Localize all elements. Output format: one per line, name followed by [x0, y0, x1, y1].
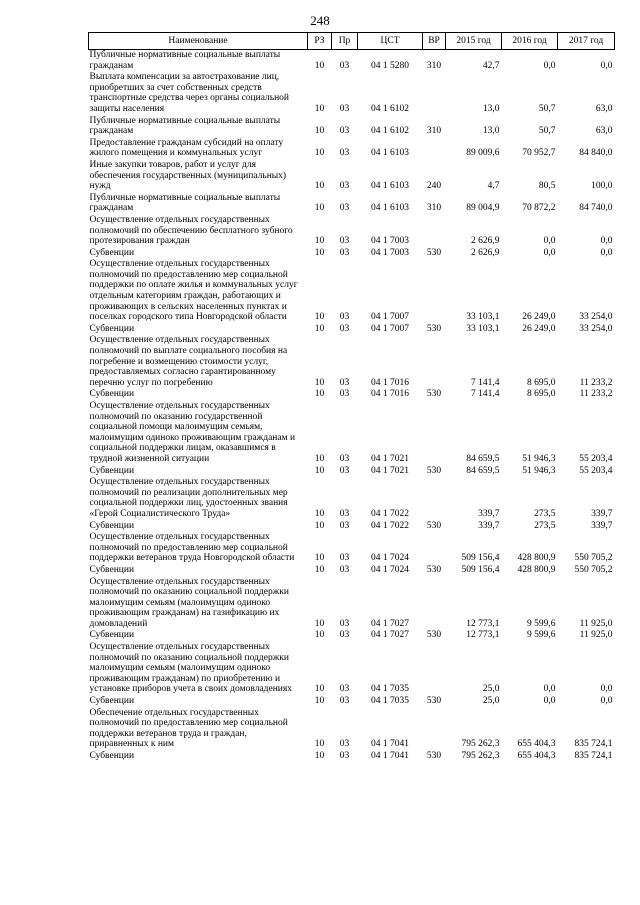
row-vr: 310 [426, 203, 442, 214]
column-header-2017: 2017 год [558, 33, 615, 50]
row-name: Осуществление отдельных государственных полномочий по предоставлению мер социальной поддержки ветеранов труда Новгородской области [89, 532, 295, 564]
row-cst: 04 1 6103 [371, 148, 409, 159]
row-rz: 10 [314, 751, 325, 761]
column-header-2016: 2016 год [502, 33, 558, 50]
row-pr: 03 [339, 148, 350, 159]
row-pr: 03 [339, 236, 350, 247]
row-pr: 03 [339, 564, 350, 575]
table-row [89, 50, 615, 73]
row-vr: 240 [426, 181, 442, 192]
row-pr: 03 [339, 630, 350, 641]
row-cst: 04 1 6103 [371, 203, 409, 214]
row-vr [423, 477, 446, 520]
row-cst: 04 1 7024 [371, 564, 409, 575]
row-cst: 04 1 6102 [371, 103, 409, 114]
row-value-2017: 0,0 [600, 696, 613, 707]
row-value-2016: 26 249,0 [522, 323, 556, 334]
row-name: Осуществление отдельных государственных полномочий по оказанию государственной социальной помощи малоимущим семьям, малоимущим одиноко проживающим гражданам и социальной поддержки лицам, оказавшимся в трудной жизненной ситуации [89, 401, 296, 464]
row-cst: 04 1 7027 [371, 618, 409, 629]
row-name: Субвенции [89, 323, 135, 334]
row-vr: 530 [426, 751, 442, 761]
column-header-cst: ЦСТ [358, 33, 423, 50]
row-value-2017: 84 840,0 [579, 148, 613, 159]
row-cst: 04 1 7035 [371, 684, 409, 695]
row-rz: 10 [314, 739, 325, 750]
row-cst: 04 1 7041 [371, 751, 409, 761]
row-vr [423, 335, 446, 389]
row-value-2016: 0,0 [543, 684, 556, 695]
row-vr [423, 138, 446, 160]
row-pr: 03 [339, 103, 350, 114]
row-rz: 10 [314, 564, 325, 575]
row-value-2016: 0,0 [543, 247, 556, 258]
row-value-2015: 795 262,3 [461, 739, 500, 750]
row-value-2015: 4,7 [487, 181, 500, 192]
column-header-2015: 2015 год [446, 33, 502, 50]
row-vr: 530 [426, 389, 442, 400]
row-pr: 03 [339, 684, 350, 695]
row-cst: 04 1 6103 [371, 181, 409, 192]
row-value-2017: 84 740,0 [579, 203, 613, 214]
row-value-2015: 339,7 [478, 508, 500, 519]
row-vr: 530 [426, 323, 442, 334]
row-cst: 04 1 7027 [371, 630, 409, 641]
row-value-2016: 9 599,6 [527, 618, 556, 629]
row-pr: 03 [339, 453, 350, 464]
row-rz: 10 [314, 553, 325, 564]
row-value-2017: 550 705,2 [574, 553, 613, 564]
row-name: Обеспечение отдельных государственных полномочий по предоставлению мер социальной поддержки ветеранов труда и граждан, приравненных к ним [89, 707, 288, 750]
row-value-2015: 89 004,9 [466, 203, 500, 214]
row-value-2017: 63,0 [595, 126, 613, 137]
row-rz: 10 [314, 323, 325, 334]
row-name: Субвенции [89, 564, 135, 575]
table-row [89, 565, 615, 577]
row-value-2017: 835 724,1 [574, 751, 613, 761]
row-name: Выплата компенсации за автострахование лиц, приобретших за счет собственных средств транспортные средства через органы социальной защиты населения [89, 72, 289, 114]
row-cst: 04 1 5280 [371, 60, 409, 71]
row-value-2016: 8 695,0 [527, 377, 556, 388]
row-value-2017: 100,0 [591, 181, 613, 192]
row-pr: 03 [339, 181, 350, 192]
row-vr [423, 259, 446, 324]
row-value-2015: 7 141,4 [471, 377, 500, 388]
row-value-2017: 55 203,4 [579, 453, 613, 464]
row-value-2015: 2 626,9 [471, 236, 500, 247]
row-value-2017: 835 724,1 [574, 739, 613, 750]
row-name: Публичные нормативные социальные выплаты гражданам [89, 115, 281, 137]
row-name: Осуществление отдельных государственных полномочий по оказанию социальной поддержки малоимущим семьям (малоимущим одиноко проживающим гражданам) по приобретению и установке приборов учета в своих домовладениях [89, 642, 292, 695]
row-vr [423, 642, 446, 696]
table-header [89, 33, 615, 50]
row-value-2017: 0,0 [600, 247, 613, 258]
row-value-2016: 70 872,2 [522, 203, 556, 214]
row-value-2016: 273,5 [534, 520, 556, 531]
row-vr: 530 [426, 465, 442, 476]
row-rz: 10 [314, 630, 325, 641]
row-name: Осуществление отдельных государственных полномочий по выплате социального пособия на погребение и возмещению стоимости услуг, предоставляемых согласно гарантированному перечню услуг по погребению [89, 335, 288, 388]
row-cst: 04 1 7016 [371, 389, 409, 400]
row-name: Осуществление отдельных государственных полномочий по предоставлению мер социальной поддержки по оплате жилья и коммунальных услуг отдельным категориям граждан, работающих и проживающих в сельских населенных пунктах и поселках городского типа Новгородской области [89, 259, 298, 323]
row-value-2017: 11 233,2 [579, 389, 613, 400]
row-value-2015: 13,0 [482, 126, 500, 137]
row-pr: 03 [339, 618, 350, 629]
row-cst: 04 1 7021 [371, 453, 409, 464]
row-value-2017: 11 925,0 [579, 618, 613, 629]
row-value-2016: 50,7 [538, 103, 556, 114]
row-value-2016: 51 946,3 [522, 465, 556, 476]
table-row [89, 116, 615, 138]
row-vr: 530 [426, 696, 442, 707]
row-vr: 530 [426, 564, 442, 575]
table-row [89, 708, 615, 751]
row-vr: 530 [426, 520, 442, 531]
row-vr [423, 577, 446, 631]
row-value-2016: 273,5 [534, 508, 556, 519]
row-rz: 10 [314, 60, 325, 71]
row-pr: 03 [339, 203, 350, 214]
page-number: 248 [310, 13, 330, 28]
row-pr: 03 [339, 377, 350, 388]
row-vr [423, 708, 446, 751]
row-cst: 04 1 7022 [371, 508, 409, 519]
row-value-2016: 428 800,9 [517, 553, 556, 564]
row-value-2015: 7 141,4 [471, 389, 500, 400]
row-value-2017: 339,7 [591, 508, 613, 519]
column-header-pr: Пр [332, 33, 358, 50]
row-cst: 04 1 7003 [371, 236, 409, 247]
row-name: Субвенции [89, 520, 135, 531]
row-cst: 04 1 7007 [371, 312, 409, 323]
row-value-2015: 13,0 [482, 103, 500, 114]
table-row [89, 642, 615, 696]
row-pr: 03 [339, 739, 350, 750]
table-row [89, 401, 615, 466]
row-value-2017: 63,0 [595, 103, 613, 114]
row-name: Осуществление отдельных государственных полномочий по обеспечению бесплатного зубного протезирования граждан [89, 214, 293, 247]
row-rz: 10 [314, 377, 325, 388]
row-rz: 10 [314, 684, 325, 695]
row-name: Осуществление отдельных государственных полномочий по оказанию социальной поддержки малоимущим семьям (малоимущим одиноко проживающим гражданам) на газификацию их домовладений [89, 576, 289, 629]
table-row [89, 696, 615, 708]
row-name: Публичные нормативные социальные выплаты гражданам [89, 192, 281, 214]
row-vr: 530 [426, 247, 442, 258]
row-pr: 03 [339, 126, 350, 137]
table-row [89, 335, 615, 389]
row-rz: 10 [314, 203, 325, 214]
row-value-2016: 655 404,3 [517, 751, 556, 761]
row-value-2017: 11 925,0 [579, 630, 613, 641]
row-value-2015: 509 156,4 [461, 553, 500, 564]
row-rz: 10 [314, 247, 325, 258]
row-cst: 04 1 7003 [371, 247, 409, 258]
row-name: Субвенции [89, 696, 135, 707]
table-row [89, 193, 615, 215]
row-rz: 10 [314, 148, 325, 159]
table-row [89, 389, 615, 401]
table-row [89, 477, 615, 520]
row-pr: 03 [339, 247, 350, 258]
row-name: Субвенции [89, 389, 135, 400]
row-value-2017: 55 203,4 [579, 465, 613, 476]
row-value-2015: 2 626,9 [471, 247, 500, 258]
row-value-2015: 12 773,1 [466, 630, 500, 641]
row-pr: 03 [339, 553, 350, 564]
row-rz: 10 [314, 618, 325, 629]
row-rz: 10 [314, 508, 325, 519]
row-name: Субвенции [89, 751, 135, 761]
table-row [89, 466, 615, 478]
table-row [89, 259, 615, 324]
row-rz: 10 [314, 312, 325, 323]
row-value-2015: 25,0 [482, 696, 500, 707]
table-row [89, 72, 615, 115]
row-cst: 04 1 6102 [371, 126, 409, 137]
row-rz: 10 [314, 181, 325, 192]
row-name: Предоставление гражданам субсидий на оплату жилого помещения и коммунальных услуг [89, 137, 284, 159]
table-row [89, 160, 615, 193]
row-value-2017: 0,0 [600, 684, 613, 695]
row-pr: 03 [339, 751, 350, 761]
row-value-2015: 33 103,1 [466, 323, 500, 334]
row-value-2015: 84 659,5 [466, 453, 500, 464]
column-header-vr: ВР [423, 33, 446, 50]
table-row [89, 324, 615, 336]
row-value-2016: 0,0 [543, 236, 556, 247]
row-rz: 10 [314, 520, 325, 531]
row-name: Иные закупки товаров, работ и услуг для обеспечения государственных (муниципальных) нужд [89, 159, 287, 192]
row-value-2015: 84 659,5 [466, 465, 500, 476]
row-name: Субвенции [89, 630, 135, 641]
row-value-2016: 70 952,7 [522, 148, 556, 159]
row-cst: 04 1 7022 [371, 520, 409, 531]
row-cst: 04 1 7024 [371, 553, 409, 564]
row-cst: 04 1 7041 [371, 739, 409, 750]
row-vr [423, 215, 446, 248]
table-row [89, 751, 615, 763]
row-value-2016: 428 800,9 [517, 564, 556, 575]
row-value-2017: 33 254,0 [579, 312, 613, 323]
row-value-2016: 9 599,6 [527, 630, 556, 641]
row-value-2016: 50,7 [538, 126, 556, 137]
row-vr [423, 72, 446, 115]
row-vr [423, 532, 446, 565]
table-row [89, 532, 615, 565]
table-body [89, 50, 615, 763]
row-value-2016: 655 404,3 [517, 739, 556, 750]
row-pr: 03 [339, 520, 350, 531]
row-pr: 03 [339, 312, 350, 323]
row-name: Публичные нормативные социальные выплаты гражданам [89, 50, 281, 71]
row-value-2017: 0,0 [600, 236, 613, 247]
row-name: Субвенции [89, 247, 135, 258]
table-row [89, 215, 615, 248]
row-pr: 03 [339, 696, 350, 707]
row-value-2016: 80,5 [538, 181, 556, 192]
table-row [89, 248, 615, 260]
row-name: Субвенции [89, 465, 135, 476]
row-pr: 03 [339, 389, 350, 400]
row-value-2016: 0,0 [543, 696, 556, 707]
table-row [89, 630, 615, 642]
row-vr: 310 [426, 60, 442, 71]
row-value-2015: 339,7 [478, 520, 500, 531]
budget-table [88, 32, 615, 763]
row-rz: 10 [314, 389, 325, 400]
row-cst: 04 1 7007 [371, 323, 409, 334]
row-value-2017: 550 705,2 [574, 564, 613, 575]
row-value-2015: 89 009,6 [466, 148, 500, 159]
table-row [89, 577, 615, 631]
row-rz: 10 [314, 126, 325, 137]
row-cst: 04 1 7021 [371, 465, 409, 476]
table-row [89, 138, 615, 160]
row-value-2015: 509 156,4 [461, 564, 500, 575]
row-value-2015: 25,0 [482, 684, 500, 695]
row-value-2015: 42,7 [482, 60, 500, 71]
row-value-2016: 26 249,0 [522, 312, 556, 323]
row-value-2016: 8 695,0 [527, 389, 556, 400]
row-vr: 310 [426, 126, 442, 137]
row-value-2017: 33 254,0 [579, 323, 613, 334]
column-header-name: Наименование [89, 33, 308, 50]
row-cst: 04 1 7035 [371, 696, 409, 707]
row-value-2015: 33 103,1 [466, 312, 500, 323]
row-rz: 10 [314, 103, 325, 114]
row-value-2016: 51 946,3 [522, 453, 556, 464]
table-row [89, 521, 615, 533]
row-rz: 10 [314, 453, 325, 464]
row-rz: 10 [314, 236, 325, 247]
row-vr: 530 [426, 630, 442, 641]
row-value-2016: 0,0 [543, 60, 556, 71]
column-header-rz: РЗ [308, 33, 332, 50]
row-value-2015: 795 262,3 [461, 751, 500, 761]
row-name: Осуществление отдельных государственных полномочий по реализации дополнительных мер социальной поддержки лиц, удостоенных звания «Герой Социалистического Труда» [89, 477, 288, 519]
row-value-2017: 339,7 [591, 520, 613, 531]
row-vr [423, 401, 446, 466]
row-rz: 10 [314, 696, 325, 707]
row-pr: 03 [339, 465, 350, 476]
row-value-2017: 11 233,2 [579, 377, 613, 388]
row-pr: 03 [339, 323, 350, 334]
row-rz: 10 [314, 465, 325, 476]
row-value-2015: 12 773,1 [466, 618, 500, 629]
row-cst: 04 1 7016 [371, 377, 409, 388]
row-value-2017: 0,0 [600, 60, 613, 71]
row-pr: 03 [339, 60, 350, 71]
row-pr: 03 [339, 508, 350, 519]
